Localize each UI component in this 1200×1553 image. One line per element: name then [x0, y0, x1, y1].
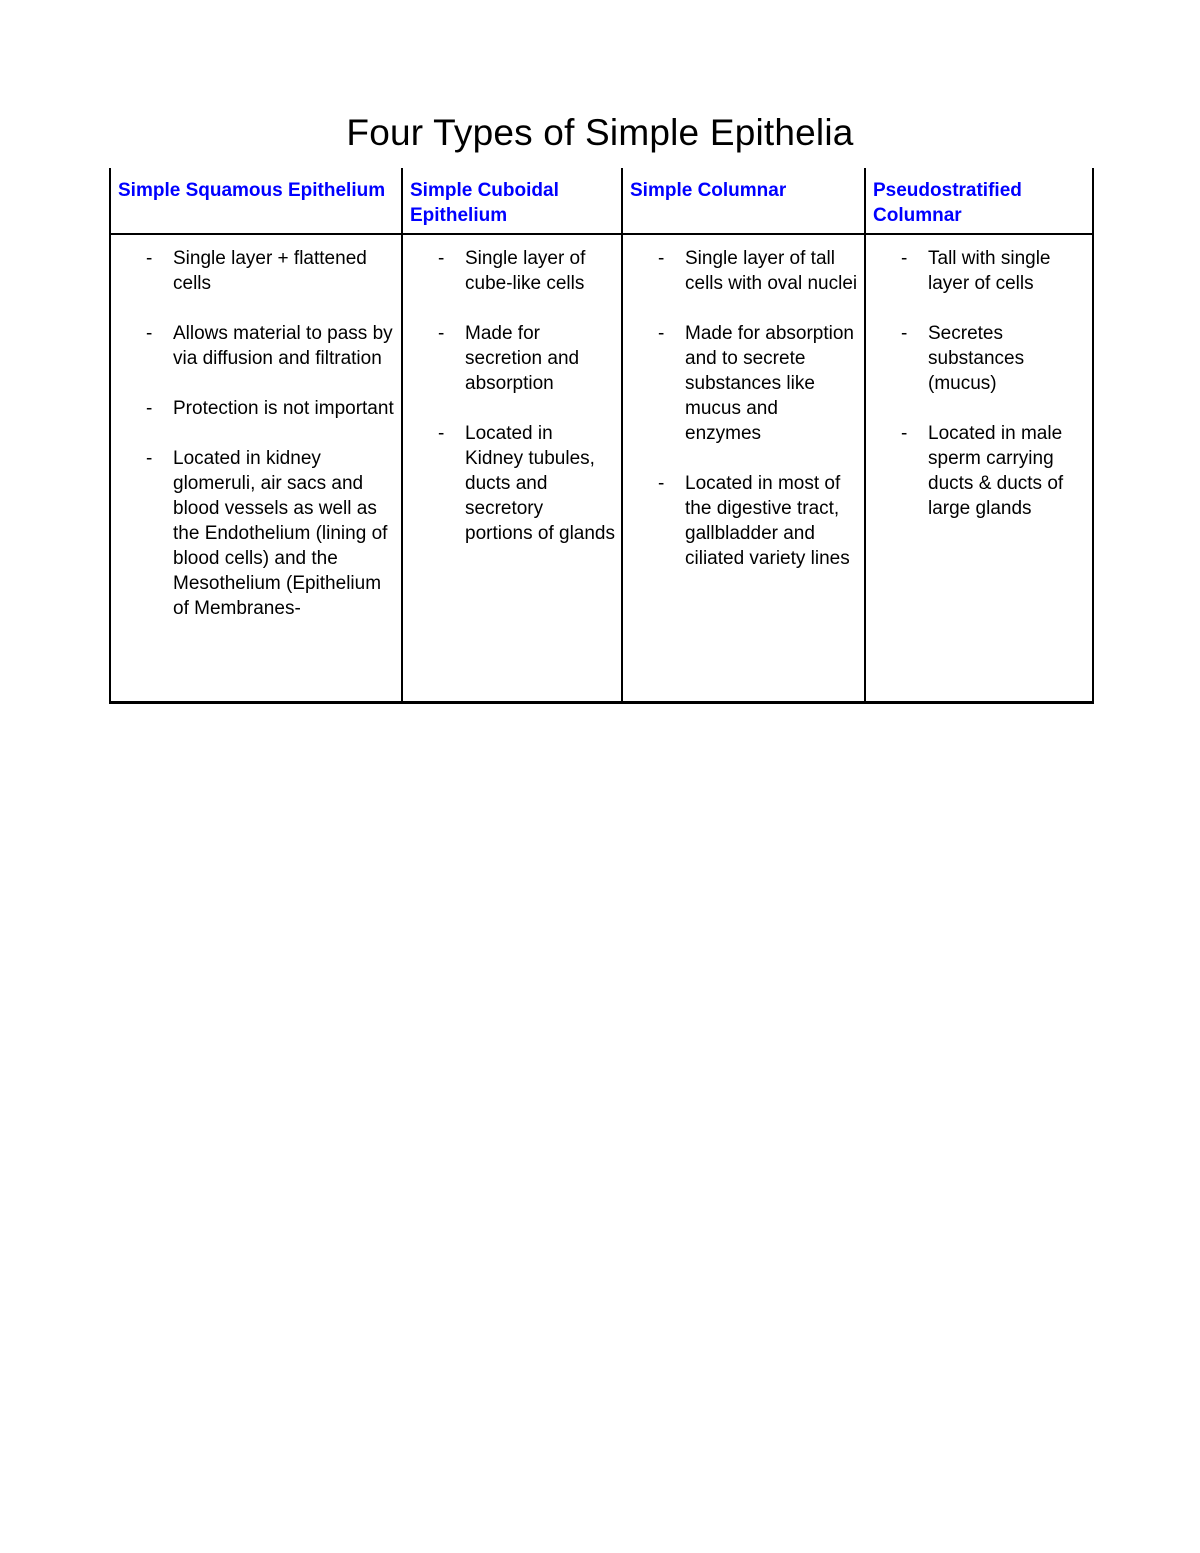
header-simple-squamous: Simple Squamous Epithelium — [110, 168, 402, 234]
header-simple-columnar: Simple Columnar — [622, 168, 865, 234]
list-item: - Protection is not important — [118, 396, 395, 421]
cell-simple-columnar — [622, 234, 865, 703]
header-row — [110, 168, 1093, 234]
bullet-list — [118, 246, 395, 621]
list-item: - Tall with single layer of cells — [873, 246, 1086, 296]
list-item: - Single layer + flattened cells — [118, 246, 395, 296]
bullet-list — [630, 246, 858, 571]
list-item: - Located in male sperm carrying ducts & ducts of large glands — [873, 421, 1086, 521]
list-item: - Made for absorption and to secrete substances like mucus and enzymes — [630, 321, 858, 446]
list-item: - Made for secretion and absorption — [410, 321, 615, 396]
bullet-list — [873, 246, 1086, 521]
epithelia-table — [109, 168, 1094, 704]
bullet-list — [410, 246, 615, 546]
list-item: - Secretes substances (mucus) — [873, 321, 1086, 396]
cell-simple-cuboidal — [402, 234, 622, 703]
cell-pseudostratified-columnar — [865, 234, 1093, 703]
list-item: - Located in most of the digestive tract, gallbladder and ciliated variety lines — [630, 471, 858, 571]
list-item: - Allows material to pass by via diffusion and filtration — [118, 321, 395, 371]
header-pseudostratified-columnar: Pseudostratified Columnar — [865, 168, 1093, 234]
content-row — [110, 234, 1093, 703]
list-item: - Located in kidney glomeruli, air sacs and blood vessels as well as the Endothelium (lining of blood cells) and the Mesothelium (Epithelium of Membranes- — [118, 446, 395, 621]
cell-simple-squamous — [110, 234, 402, 703]
list-item: - Single layer of tall cells with oval nuclei — [630, 246, 858, 296]
page-title: Four Types of Simple Epithelia — [346, 112, 854, 153]
header-simple-cuboidal: Simple Cuboidal Epithelium — [402, 168, 622, 234]
list-item: - Single layer of cube-like cells — [410, 246, 615, 296]
list-item: - Located in Kidney tubules, ducts and secretory portions of glands — [410, 421, 615, 546]
